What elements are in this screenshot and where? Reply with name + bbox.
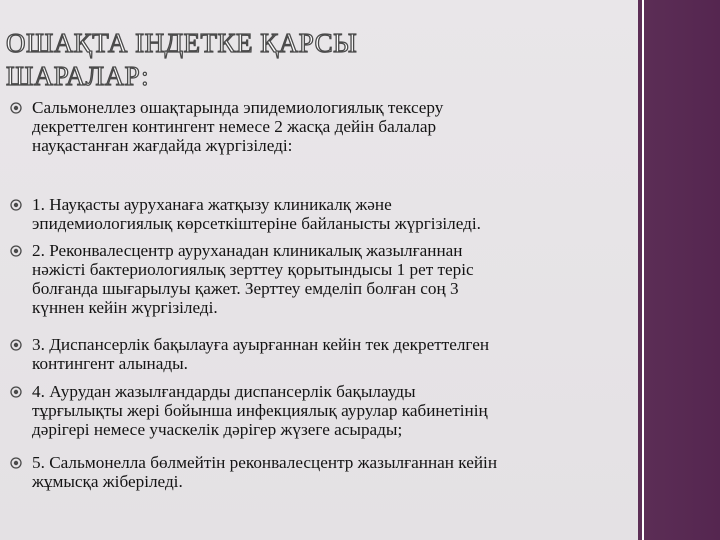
- target-bullet-icon: [10, 386, 22, 398]
- target-bullet-icon: [10, 102, 22, 114]
- slide-title: ОШАҚТА ІНДЕТКЕ ҚАРСЫ ШАРАЛАР:: [6, 28, 358, 91]
- bullet-text: 5. Сальмонелла бөлмейтін реконвалесцентр жазылғаннан кейін жұмысқа жіберіледі.: [32, 453, 498, 491]
- bullet-text: 3. Диспансерлік бақылауға ауырғаннан кейін тек декреттелген контингент алынады.: [32, 335, 490, 373]
- sidebar-divider-line: [642, 0, 644, 540]
- target-bullet-icon: [10, 339, 22, 351]
- decorative-sidebar: [638, 0, 720, 540]
- bullet-text: 1. Науқасты ауруханаға жатқызу клиникалқ және эпидемиологиялық көрсеткіштеріне байланысты жүргізіледі.: [32, 195, 481, 233]
- bullet-text: 2. Реконвалесцентр ауруханадан клиникалық жазылғаннан нәжісті бактериологиялық зерттеу қорытындысы 1 рет теріс болғанда шығарылуы қажет. Зерттеу емделіп болған соң 3 күннен кейін жүргізіледі.: [32, 241, 474, 317]
- bullet-text: 4. Аурудан жазылғандарды диспансерлік бақылауды тұрғылықты жері бойынша инфекциялық аурулар кабинетінің дәрігері немесе учаскелік дәрігер жүзеге асырады;: [32, 382, 488, 439]
- target-bullet-icon: [10, 199, 22, 211]
- target-bullet-icon: [10, 245, 22, 257]
- bullet-text: Сальмонеллез ошақтарында эпидемиологиялық тексеру декреттелген контингент немесе 2 жасқа дейін балалар науқастанған жағдайда жүргізіледі:: [32, 98, 444, 155]
- target-bullet-icon: [10, 457, 22, 469]
